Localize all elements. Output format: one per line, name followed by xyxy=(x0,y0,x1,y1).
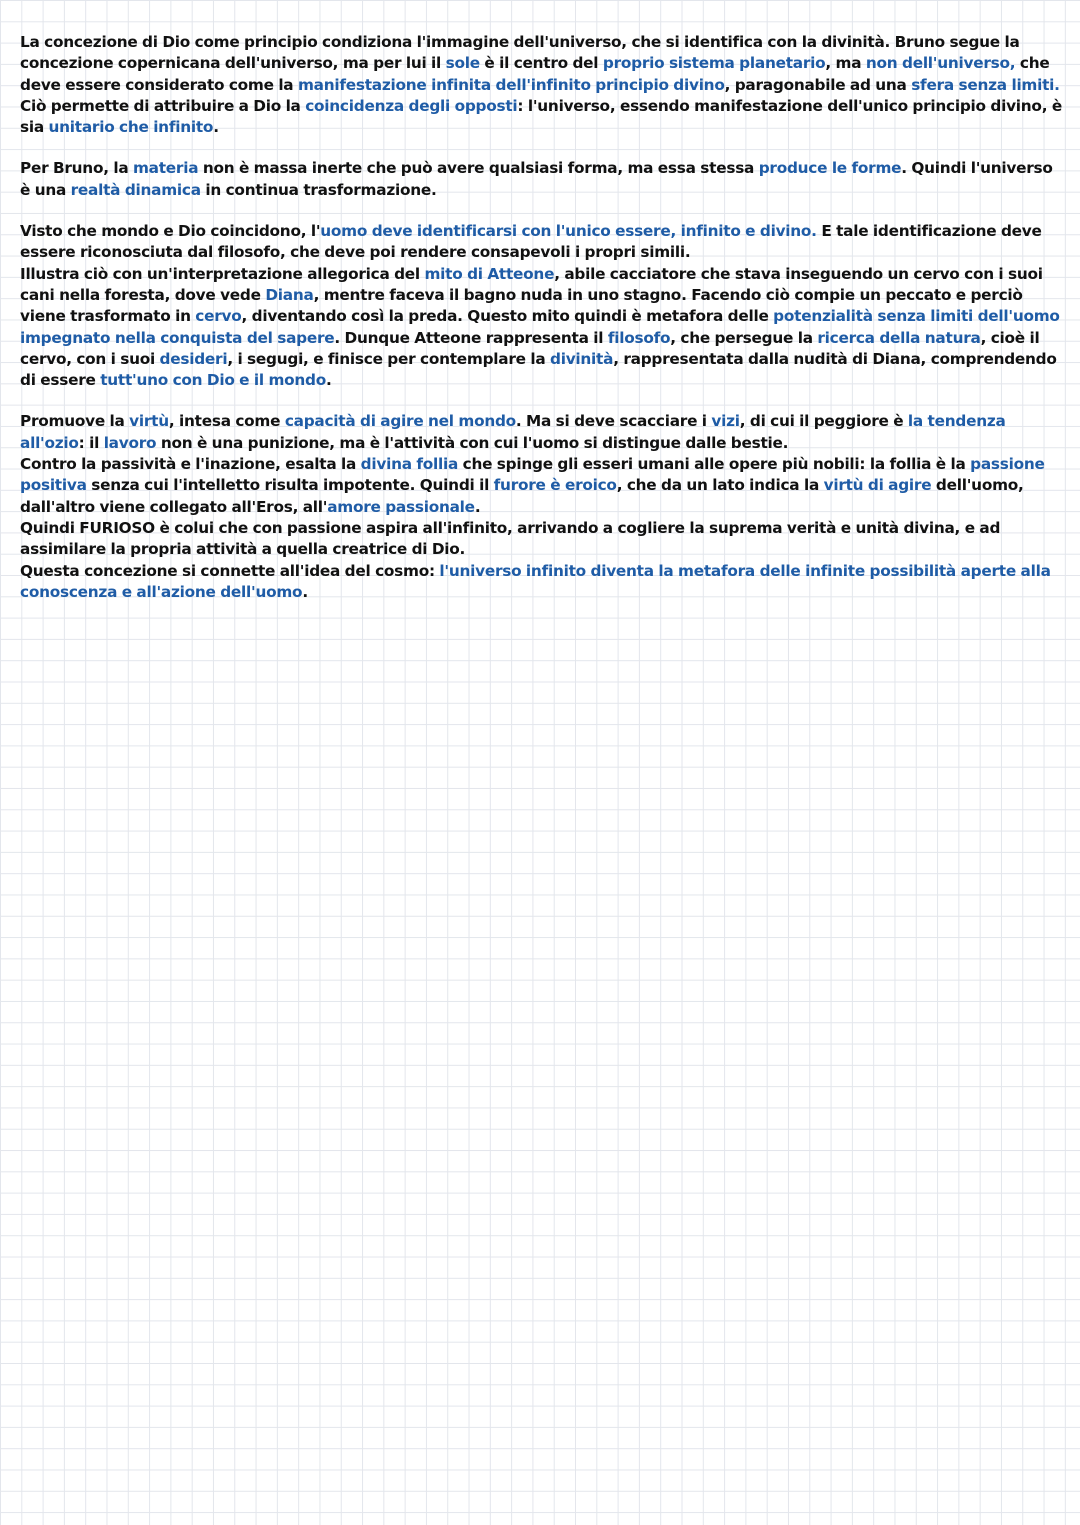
highlighted-text: furore è eroico xyxy=(493,476,617,495)
highlighted-text: sole xyxy=(445,54,480,73)
body-text: E tale identificazione deve essere riconosciuta dal filosofo, che deve poi rendere consapevoli i propri simili. xyxy=(20,222,1042,262)
body-text: , cioè il cervo, con i suoi xyxy=(20,328,1040,368)
highlighted-text: ricerca della natura xyxy=(817,328,981,347)
highlighted-text: manifestazione infinita dell'infinito principio divino xyxy=(297,75,725,94)
body-text: non è massa inerte che può avere qualsiasi forma, ma essa stessa xyxy=(198,159,759,178)
body-text: . Quindi l'universo è una xyxy=(20,159,1053,199)
body-text: . xyxy=(474,497,481,516)
body-text: . xyxy=(302,582,308,601)
body-text: Questa concezione si connette all'idea del cosmo: xyxy=(20,561,440,580)
highlighted-text: divina follia xyxy=(360,455,459,474)
body-text: La concezione di Dio come principio condiziona l'immagine dell'universo, che si identifica con la divinità. Bruno segue la concezione copernicana dell'universo, ma per lui il xyxy=(20,33,1020,73)
highlighted-text: produce le forme xyxy=(758,159,902,178)
body-text: , di cui il peggiore è xyxy=(739,412,908,431)
highlighted-text: lavoro xyxy=(103,433,157,452)
body-text: , abile cacciatore che stava inseguendo un cervo con i suoi cani nella foresta, dove vede xyxy=(20,264,1043,304)
body-text: Illustra ciò con un'interpretazione allegorica del xyxy=(20,264,425,283)
body-text: . Dunque Atteone rappresenta il xyxy=(334,328,608,347)
highlighted-text: mito di Atteone xyxy=(424,264,555,283)
highlighted-text: vizi xyxy=(711,412,740,431)
handwritten-notes xyxy=(20,32,1064,623)
highlighted-text: coincidenza degli opposti xyxy=(305,96,518,115)
highlighted-text: l'universo infinito diventa la metafora delle infinite possibilità aperte alla conoscenza e all'azione dell'uomo xyxy=(20,561,1051,601)
highlighted-text: unitario che infinito xyxy=(48,118,214,137)
body-text: . xyxy=(213,118,219,137)
highlighted-text: la tendenza all'ozio xyxy=(20,412,1006,452)
body-text: , che da un lato indica la xyxy=(616,476,824,495)
body-text: , rappresentata dalla nudità di Diana, comprendendo di essere xyxy=(20,349,1057,390)
paragraph-matter xyxy=(20,158,1064,201)
paragraph-universe-conception xyxy=(20,32,1064,138)
highlighted-text: virtù xyxy=(129,412,169,431)
highlighted-text: Diana xyxy=(265,285,314,304)
body-text: Ciò permette di attribuire a Dio la xyxy=(20,96,306,115)
paragraph-atteone-myth xyxy=(20,221,1064,391)
body-text: : il xyxy=(78,433,104,452)
highlighted-text: proprio sistema planetario xyxy=(602,54,826,73)
body-text: Contro la passività e l'inazione, esalta la xyxy=(20,455,361,474)
highlighted-text: virtù di agire xyxy=(823,476,932,495)
body-text: . Ma si deve scacciare i xyxy=(515,412,712,431)
body-text: . xyxy=(326,371,332,390)
highlighted-text: amore passionale xyxy=(327,497,475,516)
body-text: è il centro del xyxy=(479,54,603,73)
body-text: senza cui l'intelletto risulta impotente. Quindi il xyxy=(86,476,494,495)
body-text: dell'uomo, dall'altro viene collegato all'Eros, all' xyxy=(20,476,1024,516)
highlighted-text: desideri xyxy=(159,349,228,368)
body-text: , diventando così la preda. Questo mito quindi è metafora delle xyxy=(241,307,774,326)
highlighted-text: capacità di agire nel mondo xyxy=(284,412,516,431)
body-text: non è una punizione, ma è l'attività con cui l'uomo si distingue dalle bestie. xyxy=(156,433,789,452)
highlighted-text: materia xyxy=(132,159,199,178)
highlighted-text: filosofo xyxy=(607,328,671,347)
body-text: , i segugi, e finisce per contemplare la xyxy=(227,349,550,368)
highlighted-text: uomo deve identificarsi con l'unico essere, infinito e divino. xyxy=(320,222,817,241)
highlighted-text: non dell'universo, xyxy=(865,54,1016,73)
body-text: : l'universo, essendo manifestazione dell'unico principio divino, è sia xyxy=(20,96,1062,137)
paragraph-virtue-and-furore xyxy=(20,411,1064,603)
body-text: Visto che mondo e Dio coincidono, l' xyxy=(20,222,321,241)
body-text: che spinge gli esseri umani alle opere più nobili: la follia è la xyxy=(458,455,971,474)
body-text: in continua trasformazione. xyxy=(200,180,437,199)
highlighted-text: cervo xyxy=(195,307,242,326)
highlighted-text: tutt'uno con Dio e il mondo xyxy=(100,371,326,390)
highlighted-text: divinità xyxy=(550,349,614,368)
highlighted-text: passione positiva xyxy=(20,455,1045,495)
body-text: Per Bruno, la xyxy=(20,159,133,178)
body-text: , ma xyxy=(825,54,866,73)
body-text: Quindi FURIOSO è colui che con passione aspira all'infinito, arrivando a cogliere la suprema verità e unità divina, e ad assimilare la propria attività a quella creatrice di Dio. xyxy=(20,518,1001,559)
body-text: , che persegue la xyxy=(670,328,818,347)
body-text: , intesa come xyxy=(168,412,285,431)
highlighted-text: sfera senza limiti. xyxy=(911,75,1060,94)
body-text: che deve essere considerato come la xyxy=(20,54,1050,94)
highlighted-text: potenzialità senza limiti dell'uomo impegnato nella conquista del sapere xyxy=(20,307,1060,347)
body-text: , mentre faceva il bagno nuda in uno stagno. Facendo ciò compie un peccato e perciò viene trasformato in xyxy=(20,285,1023,326)
highlighted-text: realtà dinamica xyxy=(70,180,201,199)
body-text: Promuove la xyxy=(20,412,130,431)
body-text: , paragonabile ad una xyxy=(724,75,912,94)
